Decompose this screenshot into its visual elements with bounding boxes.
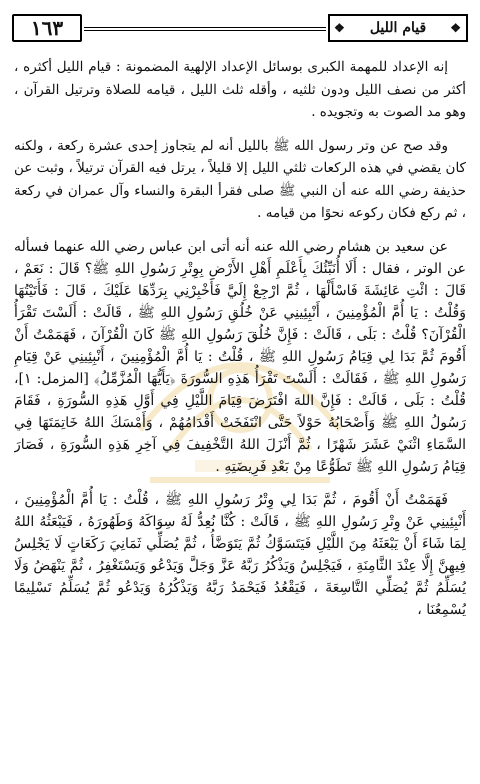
- ornament-icon: ❖: [450, 21, 462, 35]
- page-body: [14, 56, 466, 776]
- header-rule: [84, 27, 326, 31]
- ornament-icon: ❖: [334, 21, 346, 35]
- paragraph-hadith-1: عن سعيد بن هشام رضي الله عنه أنه أتى ابن عباس رضي الله عنهما فسأله عن الوتر ، فقال : أَلَا أُنَبِّئُكَ بِأَعْلَمِ أَهْلِ الأَرْضِ بِوِتْرِ رَسُولِ اللهِ ﷺ؟ قَالَ : نَعَمْ ، قَالَ : ائْتِ عَائِشَةَ فَاسْأَلْهَا ، ثُمَّ ارْجِعْ إِلَيَّ فَأَخْبِرْنِي بِرَدِّهَا عَلَيْكَ ، قَالَ : فَأَتَيْتُهَا وَقُلْتُ : يَا أُمَّ الْمُؤْمِنِينَ ، أَنْبِئِينِي عَنْ خُلُقِ رَسُولِ اللهِ ﷺ ، قَالَتْ : أَلَسْتَ تَقْرَأُ الْقُرْآنَ؟ قُلْتُ : بَلَى ، قَالَتْ : فَإِنَّ خُلُقَ رَسُولِ اللهِ ﷺ كَانَ الْقُرْآنَ ، فَهَمَمْتُ أَنْ أَقُومَ ثُمَّ بَدَا لِي قِيَامُ رَسُولِ اللهِ ﷺ ، قُلْتُ : يَا أُمَّ الْمُؤْمِنِينَ ، أَنْبِئِينِي عَنْ قِيَامِ رَسُولِ اللهِ ﷺ ، فَقَالَتْ : أَلَسْتَ تَقْرَأُ هَذِهِ السُّورَةَ ﴿يَأَيُّهَا الْمُزَّمِّلُ﴾ [المزمل: ١]، قُلْتُ : بَلَى ، قَالَتْ : فَإِنَّ اللهَ افْتَرَضَ قِيَامَ اللَّيْلِ فِي أَوَّلِ هَذِهِ السُّورَةِ ، فَقَامَ رَسُولُ اللهِ ﷺ وَأَصْحَابُهُ حَوْلاً حَتَّى انْتَفَخَتْ أَقْدَامُهُمْ ، وَأَمْسَكَ اللهُ خَاتِمَتَهَا فِي السَّمَاءِ اثْنَيْ عَشَرَ شَهْرًا ، ثُمَّ أَنْزَلَ اللهُ التَّخْفِيفَ فِي آخِرِ هَذِهِ السُّورَةِ ، فَصَارَ قِيَامُ رَسُولِ اللهِ ﷺ تَطَوُّعًا مِنْ بَعْدِ فَرِيضَتِهِ .: [14, 238, 466, 475]
- page-number: ١٦٣: [12, 14, 82, 42]
- paragraph-intro: إنه الإعداد للمهمة الكبرى بوسائل الإعداد الإلهية المضمونة : قيام الليل أكثره ، أكثر من نصف الليل ودون ثلثيه ، وأقله ثلث الليل ، قيامه للصلاة وترتيل القرآن ، وهو مد الصوت به وتجويده .: [14, 59, 466, 120]
- page-header: [12, 14, 468, 44]
- chapter-title-box: [328, 14, 468, 42]
- paragraph-witr: وقد صح عن وتر رسول الله ﷺ بالليل أنه لم يتجاوز إحدى عشرة ركعة ، ولكنه كان يقضي في هذه الركعات ثلثي الليل إلا قليلاً ، يرتل فيه القرآن ترتيلاً ، وثبت عن حذيفة رضي الله عنه أن النبي ﷺ صلى فقرأ البقرة والنساء وآل عمران في ركعة ، ثم ركع فكان ركوعه نحوًا من قيامه .: [14, 137, 466, 221]
- paragraph-hadith-2: فَهَمَمْتُ أَنْ أَقُومَ ، ثُمَّ بَدَا لِي وِتْرُ رَسُولِ اللهِ ﷺ ، قُلْتُ : يَا أُمَّ الْمُؤْمِنِينَ ، أَنْبِئِينِي عَنْ وِتْرِ رَسُولِ اللهِ ﷺ ، قَالَتْ : كُنَّا نُعِدُّ لَهُ سِوَاكَهُ وَطَهُورَهُ ، فَيَبْعَثُهُ اللهُ لِمَا شَاءَ أَنْ يَبْعَثَهُ مِنَ اللَّيْلِ فَيَتَسَوَّكُ ثُمَّ يَتَوَضَّأُ ، ثُمَّ يُصَلِّي ثَمَانِيَ رَكَعَاتٍ لَا يَجْلِسُ فِيهِنَّ إِلَّا عِنْدَ الثَّامِنَةِ ، فَيَجْلِسُ وَيَذْكُرُ رَبَّهُ عَزَّ وَجَلَّ وَيَدْعُو وَيَسْتَغْفِرُ ، ثُمَّ يَنْهَضُ وَلَا يُسَلِّمُ ثُمَّ يُصَلِّي التَّاسِعَةَ ، فَيَقْعُدُ فَيَحْمَدُ رَبَّهُ وَيَذْكُرُهُ وَيَدْعُو ثُمَّ يُسَلِّمُ تَسْلِيمًا يُسْمِعُنَا ،: [14, 491, 466, 618]
- chapter-title: قيام الليل: [369, 20, 427, 36]
